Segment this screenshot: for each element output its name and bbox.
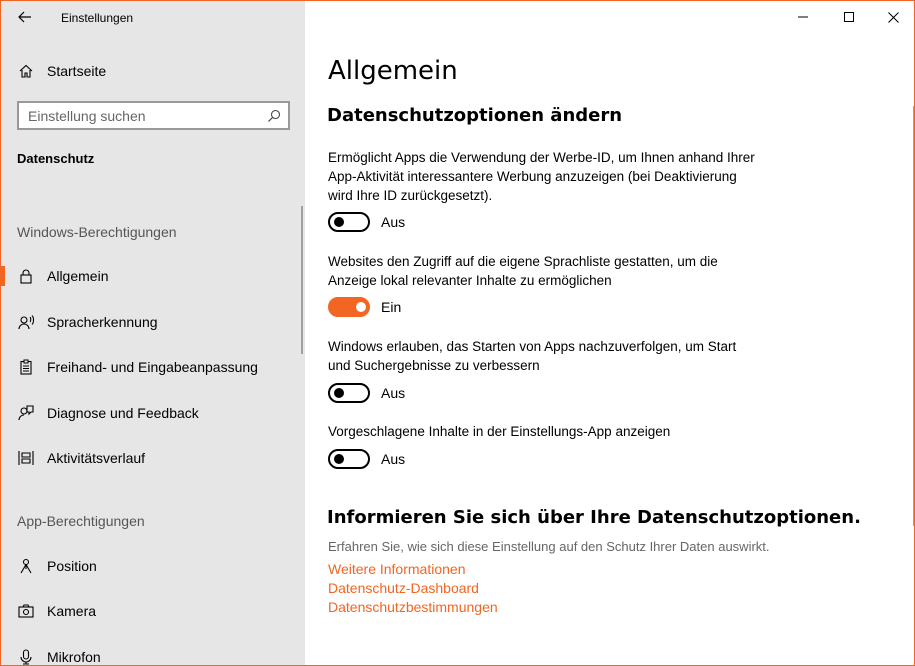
- main-content: [305, 1, 915, 666]
- app-title: Einstellungen: [61, 11, 134, 25]
- toggle-state-label: Aus: [381, 451, 406, 467]
- toggle-knob: [334, 454, 344, 464]
- lock-icon: [17, 267, 35, 285]
- timeline-icon: [17, 449, 35, 467]
- toggle-state-label: Aus: [381, 214, 406, 230]
- section-subtitle: Datenschutzoptionen ändern: [327, 105, 623, 126]
- close-button[interactable]: [870, 1, 915, 33]
- option-text-sprachliste: Websites den Zugriff auf die eigene Sprachliste gestatten, um die Anzeige lokal relevanter Inhalte zu ermöglichen: [328, 254, 718, 288]
- minimize-button[interactable]: [780, 1, 826, 33]
- sidebar-item-label: Diagnose und Feedback: [47, 405, 199, 421]
- section-header-windows: Windows-Berechtigungen: [17, 224, 177, 240]
- sidebar-item-freihand[interactable]: [1, 347, 301, 387]
- toggle-app-tracking[interactable]: [328, 383, 370, 403]
- search-icon[interactable]: [266, 108, 282, 124]
- back-arrow-icon: [18, 11, 32, 23]
- sidebar-item-spracherkennung[interactable]: [1, 302, 301, 342]
- sidebar-item-kamera[interactable]: [1, 591, 301, 631]
- maximize-icon: [844, 12, 854, 22]
- sidebar-item-position[interactable]: [1, 546, 301, 586]
- feedback-icon: [17, 404, 35, 422]
- sidebar-item-label: Aktivitätsverlauf: [47, 450, 146, 466]
- sidebar-item-mikrofon[interactable]: [1, 637, 301, 666]
- sidebar-item-diagnose[interactable]: [1, 393, 301, 433]
- option-text-werbe-id: Ermöglicht Apps die Verwendung der Werbe-ID, um Ihnen anhand Ihrer App-Aktivität interessantere Werbung anzuzeigen (bei Deaktivierung wird Ihre ID zurückgesetzt).: [328, 150, 755, 203]
- sidebar-item-label: Spracherkennung: [47, 314, 158, 330]
- camera-icon: [17, 602, 35, 620]
- speech-icon: [17, 313, 35, 331]
- section-crumb: Datenschutz: [17, 151, 95, 166]
- search-box[interactable]: [17, 101, 290, 130]
- sidebar-item-aktivitaet[interactable]: [1, 438, 301, 478]
- toggle-sprachliste[interactable]: [328, 297, 370, 317]
- sidebar-item-label: Freihand- und Eingabeanpassung: [47, 359, 258, 375]
- toggle-werbe-id[interactable]: [328, 212, 370, 232]
- toggle-knob: [356, 302, 366, 312]
- toggle-state-label: Aus: [381, 385, 406, 401]
- info-title: Informieren Sie sich über Ihre Datenschutzoptionen.: [327, 507, 861, 528]
- toggle-knob: [334, 388, 344, 398]
- toggle-state-label: Ein: [381, 299, 402, 315]
- link-datenschutzbestimmungen[interactable]: Datenschutzbestimmungen: [328, 599, 498, 615]
- close-icon: [888, 12, 899, 23]
- sidebar: [1, 1, 305, 666]
- sidebar-item-label: Allgemein: [47, 268, 109, 284]
- minimize-icon: [798, 12, 808, 22]
- sidebar-item-label: Startseite: [47, 63, 107, 79]
- section-header-app: App-Berechtigungen: [17, 513, 145, 529]
- sidebar-item-home[interactable]: [1, 51, 301, 91]
- sidebar-item-label: Position: [47, 558, 97, 574]
- link-weitere-informationen[interactable]: Weitere Informationen: [328, 561, 466, 577]
- sidebar-item-label: Kamera: [47, 603, 97, 619]
- home-icon: [17, 62, 35, 80]
- page-title: Allgemein: [328, 56, 458, 86]
- position-icon: [17, 557, 35, 575]
- sidebar-scrollbar[interactable]: [301, 206, 303, 354]
- microphone-icon: [17, 648, 35, 666]
- sidebar-item-label: Mikrofon: [47, 649, 101, 665]
- toggle-knob: [334, 217, 344, 227]
- option-text-app-tracking: Windows erlauben, das Starten von Apps nachzuverfolgen, um Start und Suchergebnisse zu verbessern: [328, 339, 737, 373]
- option-text-vorgeschlagen: Vorgeschlagene Inhalte in der Einstellungs-App anzeigen: [328, 424, 671, 439]
- sidebar-item-allgemein[interactable]: [1, 256, 301, 296]
- clipboard-icon: [17, 358, 35, 376]
- search-input[interactable]: [19, 108, 259, 124]
- active-indicator: [1, 266, 5, 286]
- toggle-vorgeschlagen[interactable]: [328, 449, 370, 469]
- back-button[interactable]: [13, 7, 37, 27]
- info-text: Erfahren Sie, wie sich diese Einstellung auf den Schutz Ihrer Daten auswirkt.: [328, 539, 770, 554]
- link-dashboard[interactable]: Datenschutz-Dashboard: [328, 580, 479, 596]
- maximize-button[interactable]: [826, 1, 872, 33]
